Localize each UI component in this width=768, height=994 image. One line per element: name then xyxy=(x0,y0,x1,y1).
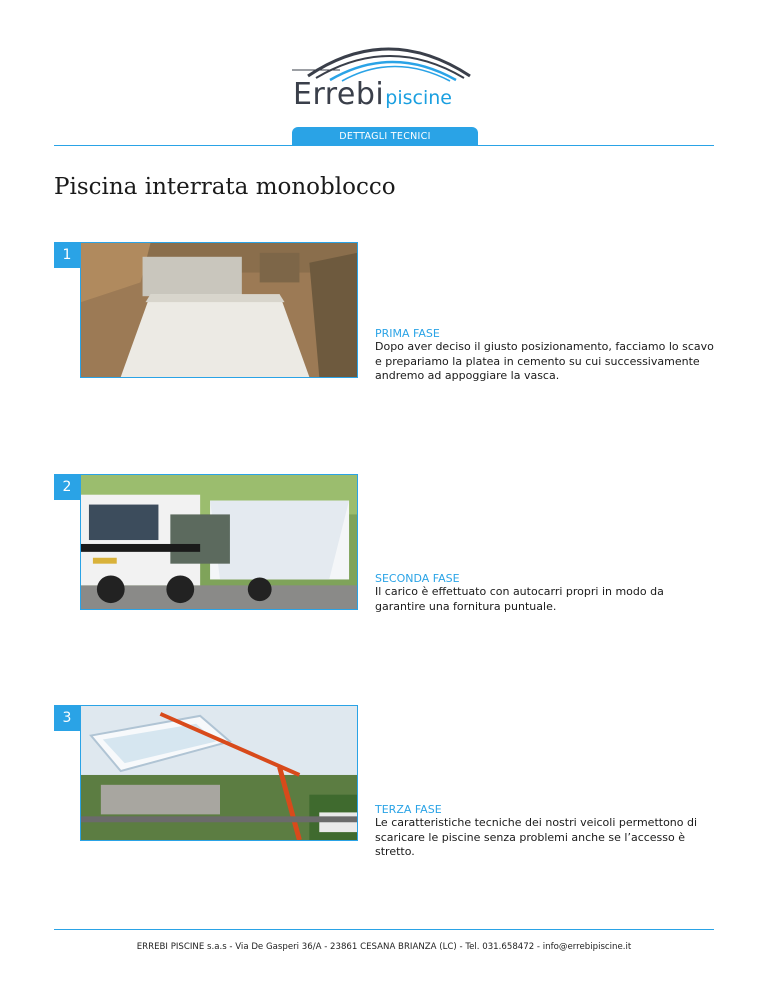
step-description: Le caratteristiche tecniche dei nostri veicoli permettono di scaricare le piscine senza problemi anche se l’accesso è stretto. xyxy=(375,816,698,858)
step-1-photo-excavation xyxy=(80,242,358,378)
page-title: Piscina interrata monoblocco xyxy=(54,174,396,200)
step-description: Il carico è effettuato con autocarri propri in modo da garantire una fornitura puntuale. xyxy=(375,585,664,613)
section-tab: DETTAGLI TECNICI xyxy=(292,127,478,146)
footer-divider xyxy=(54,929,714,930)
step-1-text xyxy=(375,327,715,384)
step-title: SECONDA FASE xyxy=(375,572,460,585)
brand-name-sub: piscine xyxy=(385,87,452,109)
step-number-badge: 2 xyxy=(54,474,80,500)
brand-name-main: Errebi xyxy=(293,77,385,112)
step-number-badge: 3 xyxy=(54,705,80,731)
step-description: Dopo aver deciso il giusto posizionamento, facciamo lo scavo e prepariamo la platea in cemento su cui successivamente andremo ad appoggiare la vasca. xyxy=(375,340,714,382)
step-3-text xyxy=(375,803,715,860)
step-3-photo-crane xyxy=(80,705,358,841)
step-title: TERZA FASE xyxy=(375,803,442,816)
header-divider xyxy=(54,145,714,146)
step-2-photo-truck xyxy=(80,474,358,610)
step-2-text xyxy=(375,572,715,614)
brand-logo xyxy=(293,77,452,112)
footer-contact: ERREBI PISCINE s.a.s - Via De Gasperi 36/A - 23861 CESANA BRIANZA (LC) - Tel. 031.658472 - info@errebipiscine.it xyxy=(136,942,632,952)
step-number-badge: 1 xyxy=(54,242,80,268)
step-title: PRIMA FASE xyxy=(375,327,440,340)
